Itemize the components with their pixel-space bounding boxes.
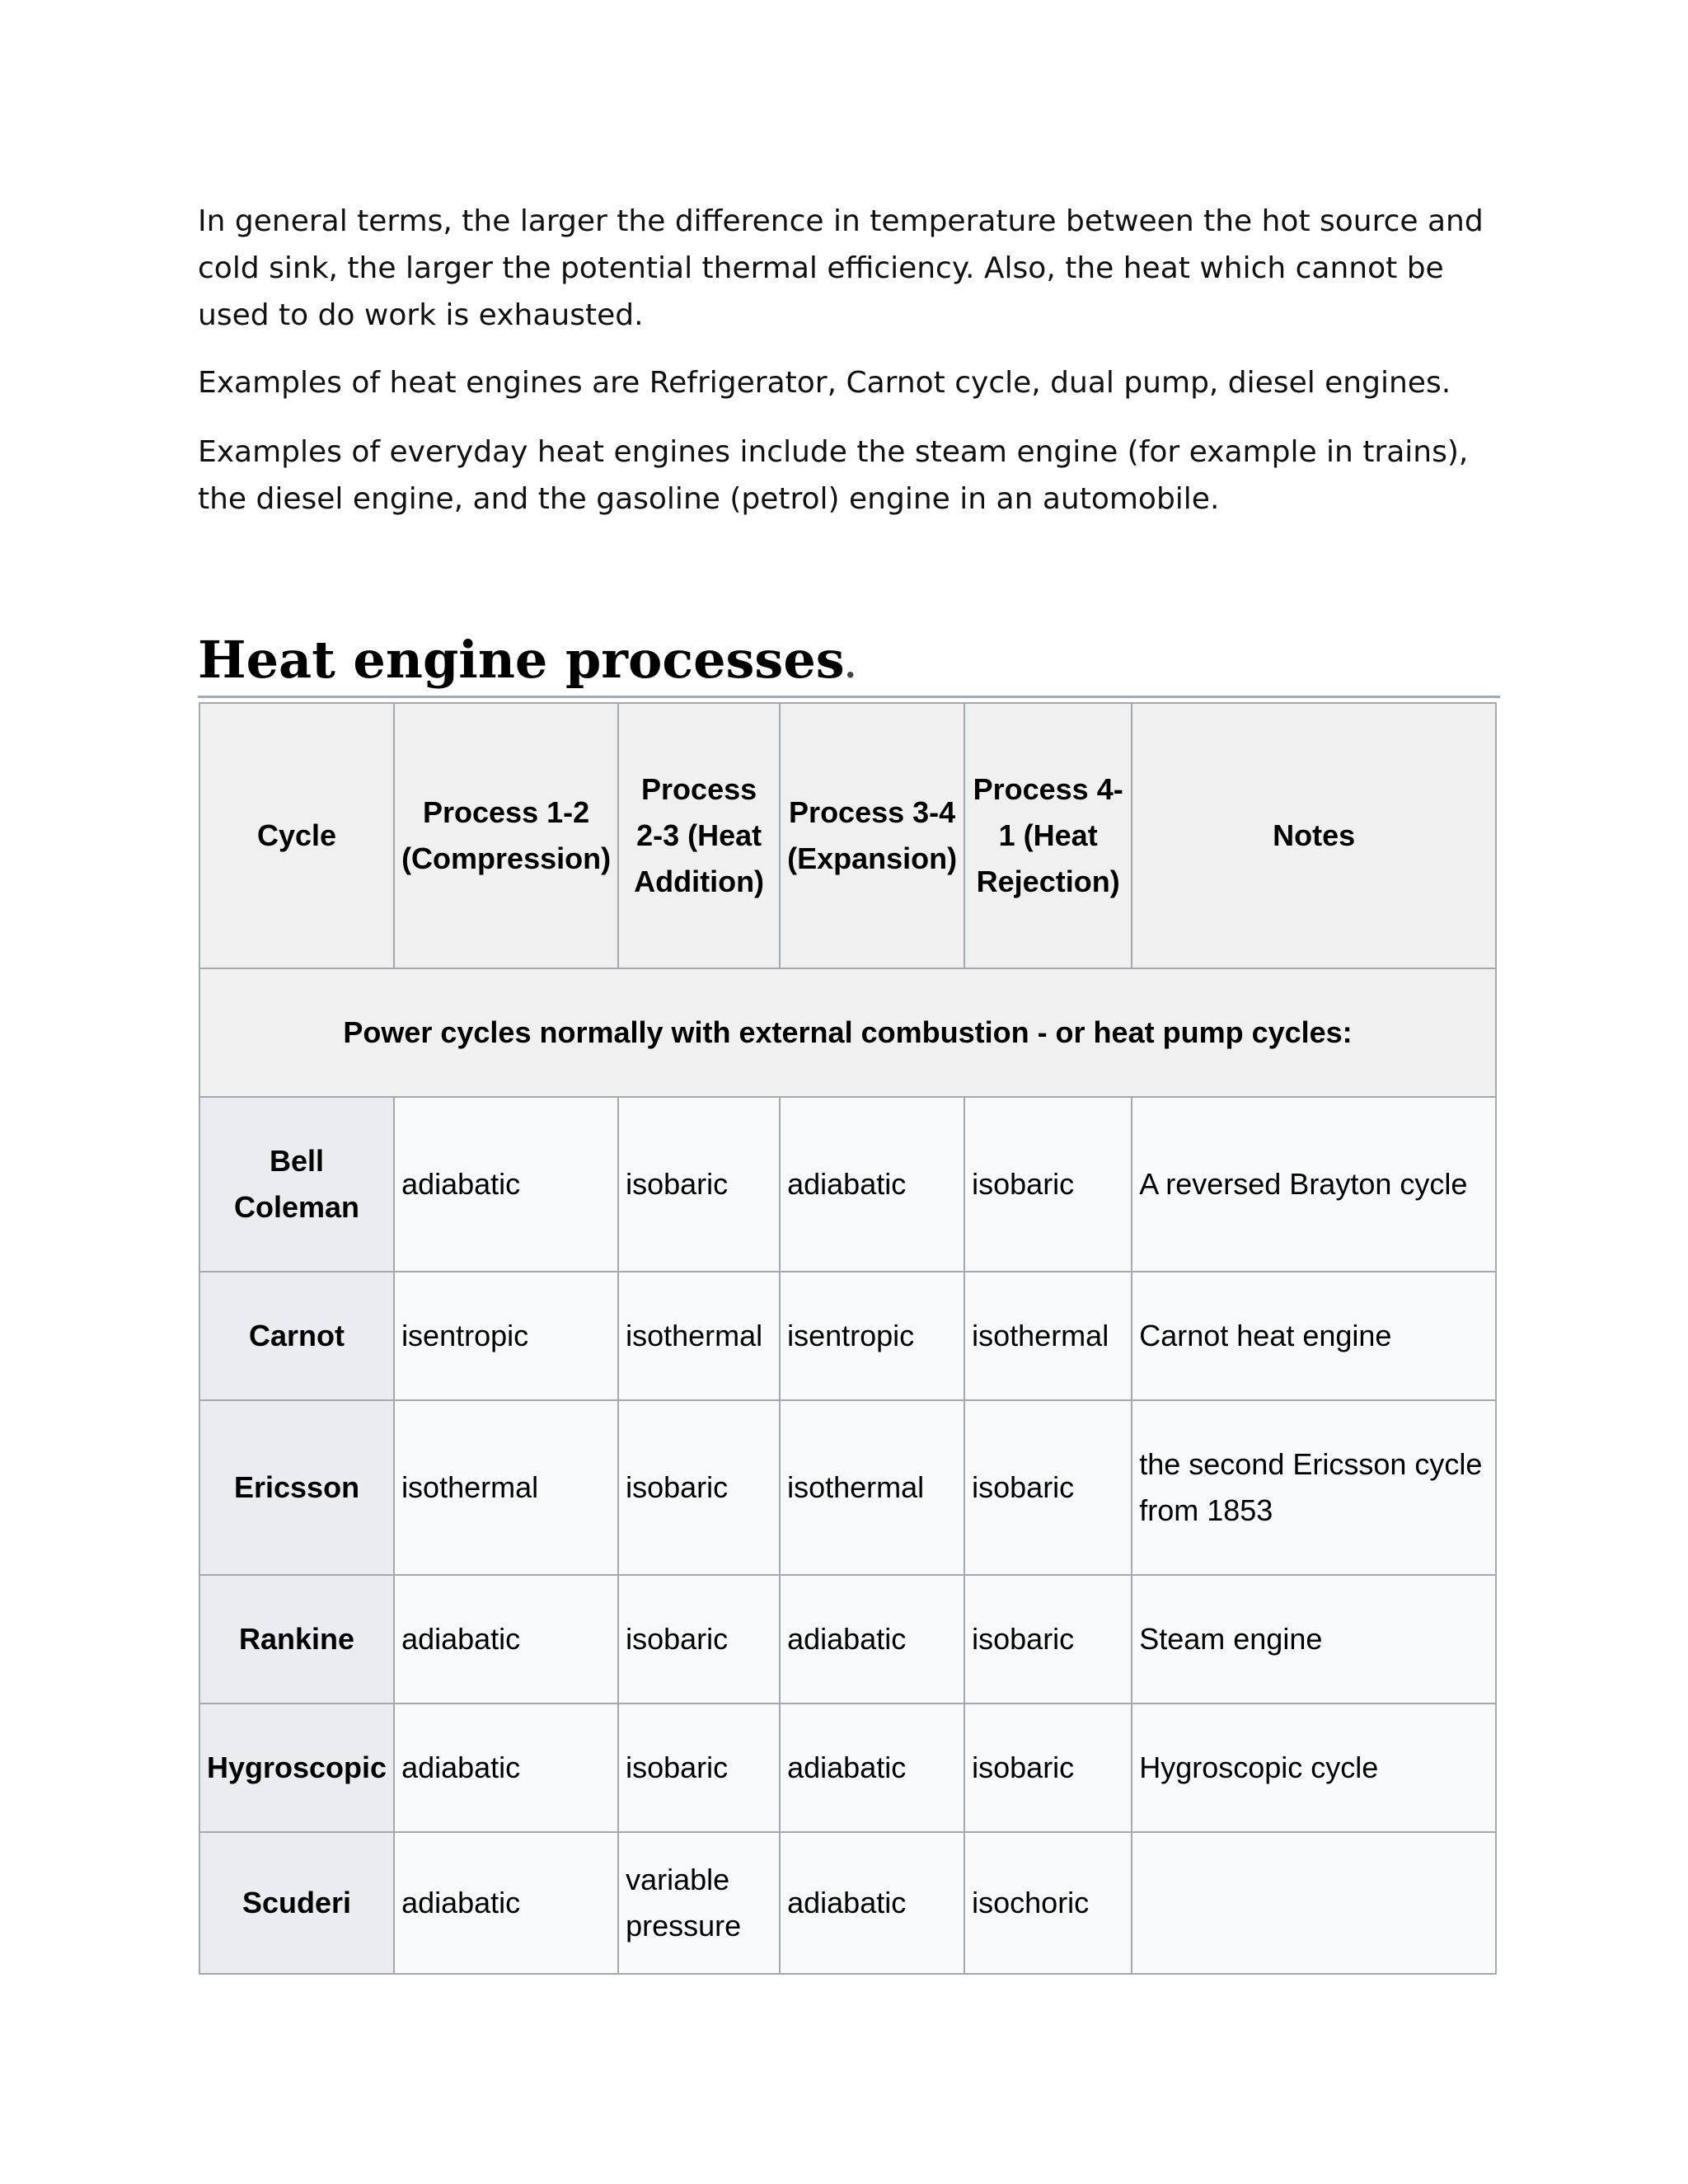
cell-process-3-4: adiabatic [780,1832,964,1974]
cell-process-4-1: isobaric [964,1575,1132,1704]
cell-process-1-2: adiabatic [394,1097,618,1272]
paragraph-temperature-efficiency: In general terms, the larger the difference in temperature between the hot source and cold sink, the larger the potential thermal efficiency. Also, the heat which cannot be used to do work is exhausted. [198,204,1484,332]
row-header-cycle: Hygroscopic [199,1704,394,1832]
cell-process-2-3: isobaric [618,1575,780,1704]
cell-process-2-3: isothermal [618,1272,780,1400]
cell-process-2-3: isobaric [618,1097,780,1272]
cell-process-3-4: isothermal [780,1400,964,1575]
cell-process-1-2: adiabatic [394,1704,618,1832]
row-header-cycle: Ericsson [199,1400,394,1575]
cell-notes: Steam engine [1132,1575,1496,1704]
cell-notes: A reversed Brayton cycle [1132,1097,1496,1272]
table-header-row [199,703,1496,968]
header-process-3-4: Process 3-4 (Expansion) [780,703,964,968]
heat-engine-processes-table [199,702,1497,1975]
cell-notes: the second Ericsson cycle from 1853 [1132,1400,1496,1575]
table-row [199,1575,1496,1704]
row-header-cycle: Scuderi [199,1832,394,1974]
table-row [199,1097,1496,1272]
paragraph-heat-engine-examples: Examples of heat engines are Refrigerator, Carnot cycle, dual pump, diesel engines. [198,366,1451,400]
header-cycle: Cycle [199,703,394,968]
cell-process-3-4: adiabatic [780,1575,964,1704]
section-heading [198,625,1500,698]
section-label: Power cycles normally with external combustion - or heat pump cycles: [199,968,1496,1097]
table-row [199,1832,1496,1974]
section-heading-period: . [844,647,856,686]
section-heading-text: Heat engine processes [198,630,845,690]
cell-process-4-1: isobaric [964,1097,1132,1272]
table-row [199,1704,1496,1832]
cell-process-2-3: isobaric [618,1400,780,1575]
cell-process-3-4: isentropic [780,1272,964,1400]
cell-process-4-1: isothermal [964,1272,1132,1400]
cell-process-1-2: adiabatic [394,1832,618,1974]
row-header-cycle: Bell Coleman [199,1097,394,1272]
table-section-row [199,968,1496,1097]
cell-process-1-2: isothermal [394,1400,618,1575]
cell-notes: Carnot heat engine [1132,1272,1496,1400]
header-process-1-2: Process 1-2 (Compression) [394,703,618,968]
table-row [199,1272,1496,1400]
row-header-cycle: Carnot [199,1272,394,1400]
cell-process-1-2: isentropic [394,1272,618,1400]
cell-notes: Hygroscopic cycle [1132,1704,1496,1832]
cell-process-1-2: adiabatic [394,1575,618,1704]
header-process-2-3: Process 2-3 (Heat Addition) [618,703,780,968]
row-header-cycle: Rankine [199,1575,394,1704]
cell-process-4-1: isobaric [964,1704,1132,1832]
cell-process-2-3: isobaric [618,1704,780,1832]
cell-process-4-1: isochoric [964,1832,1132,1974]
header-notes: Notes [1132,703,1496,968]
cell-process-2-3: variable pressure [618,1832,780,1974]
cell-notes [1132,1832,1496,1974]
table-row [199,1400,1496,1575]
cell-process-4-1: isobaric [964,1400,1132,1575]
cell-process-3-4: adiabatic [780,1704,964,1832]
paragraph-everyday-heat-engines: Examples of everyday heat engines include the steam engine (for example in trains), the diesel engine, and the gasoline (petrol) engine in an automobile. [198,435,1469,516]
cell-process-3-4: adiabatic [780,1097,964,1272]
header-process-4-1: Process 4-1 (Heat Rejection) [964,703,1132,968]
